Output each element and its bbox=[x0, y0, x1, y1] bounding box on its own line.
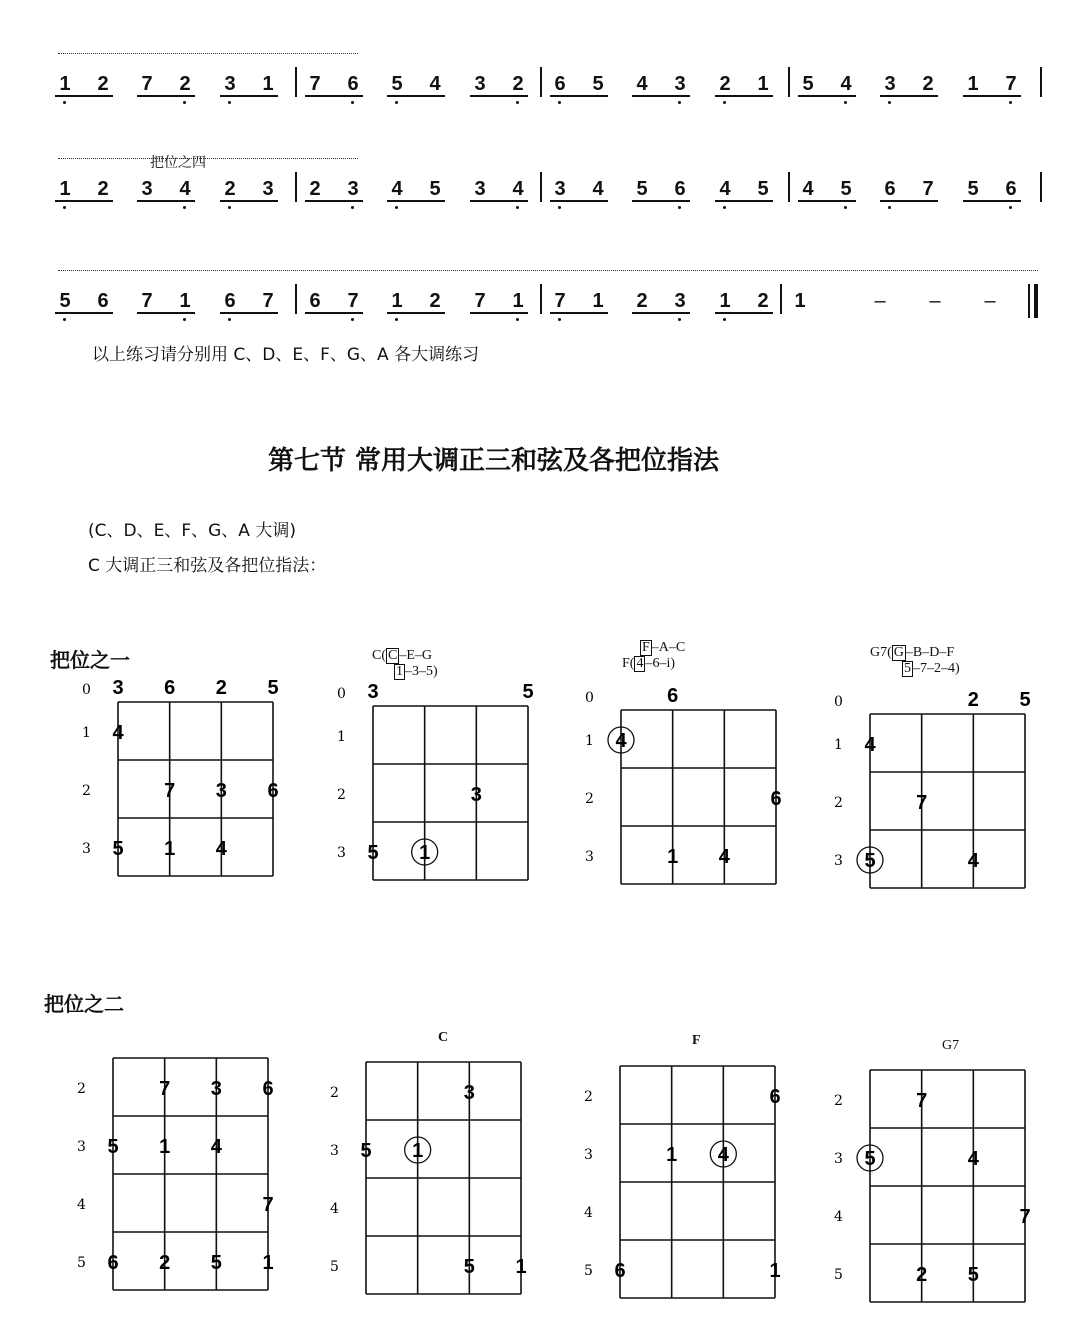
beam-line bbox=[305, 312, 363, 314]
finger-note: 4 bbox=[112, 722, 124, 744]
octave-dot bbox=[844, 101, 847, 104]
sustain-dash: – bbox=[874, 290, 886, 312]
finger-note: 6 bbox=[667, 685, 679, 707]
end-barline bbox=[1028, 284, 1030, 318]
section-title: 第七节 常用大调正三和弦及各把位指法 bbox=[268, 446, 720, 476]
note-digit: 1 bbox=[757, 73, 769, 95]
note-digit: 2 bbox=[757, 290, 769, 312]
beam-line bbox=[715, 95, 773, 97]
intro-line: C 大调正三和弦及各把位指法： bbox=[88, 556, 327, 576]
octave-dot bbox=[844, 206, 847, 209]
finger-note: 6 bbox=[769, 1086, 781, 1108]
fret-number: 2 bbox=[834, 1093, 843, 1109]
note-digit: 3 bbox=[674, 73, 686, 95]
note-digit: 3 bbox=[674, 290, 686, 312]
note-digit: 4 bbox=[179, 178, 191, 200]
finger-note: 5 bbox=[1019, 689, 1031, 711]
beam-line bbox=[55, 312, 113, 314]
fret-number: 0 bbox=[337, 686, 346, 702]
octave-dot bbox=[678, 206, 681, 209]
beam-line bbox=[715, 200, 773, 202]
fretboard-svg bbox=[65, 1050, 275, 1295]
barline bbox=[788, 67, 790, 97]
note-digit: 7 bbox=[347, 290, 359, 312]
diagram-p2-c bbox=[318, 1054, 528, 1299]
finger-note: 7 bbox=[262, 1194, 274, 1216]
note-digit: 3 bbox=[474, 73, 486, 95]
end-barline bbox=[1040, 172, 1042, 202]
position-1-label: 把位之一 bbox=[50, 648, 130, 672]
note-digit: 2 bbox=[97, 178, 109, 200]
fretboard-svg bbox=[318, 1054, 528, 1299]
fretboard-svg bbox=[70, 668, 280, 913]
octave-dot bbox=[183, 206, 186, 209]
beam-line bbox=[137, 200, 195, 202]
octave-dot bbox=[516, 101, 519, 104]
finger-note: 1 bbox=[667, 846, 679, 868]
beam-line bbox=[387, 312, 445, 314]
finger-note: 4 bbox=[718, 846, 730, 868]
position-label-4: 把位之四 bbox=[150, 155, 206, 171]
sustain-dash: – bbox=[984, 290, 996, 312]
barline bbox=[540, 172, 542, 202]
barline bbox=[788, 172, 790, 202]
finger-note: 2 bbox=[967, 689, 979, 711]
note-digit: 6 bbox=[1005, 178, 1017, 200]
note-digit: 3 bbox=[224, 73, 236, 95]
finger-note: 5 bbox=[967, 1264, 979, 1286]
finger-note: 4 bbox=[210, 1136, 222, 1158]
finger-note: 4 bbox=[615, 730, 627, 752]
note-digit: 4 bbox=[719, 178, 731, 200]
octave-dot bbox=[723, 101, 726, 104]
finger-note: 3 bbox=[470, 784, 482, 806]
end-barline-thick bbox=[1034, 284, 1038, 318]
beam-line bbox=[470, 312, 528, 314]
note-digit: 6 bbox=[674, 178, 686, 200]
octave-dot bbox=[678, 318, 681, 321]
beam-line bbox=[550, 95, 608, 97]
finger-note: 7 bbox=[159, 1078, 171, 1100]
finger-note: 1 bbox=[515, 1256, 527, 1278]
note-digit: 7 bbox=[141, 290, 153, 312]
note-digit: 3 bbox=[262, 178, 274, 200]
fret-number: 4 bbox=[834, 1209, 843, 1225]
octave-dot bbox=[228, 318, 231, 321]
octave-dot bbox=[395, 318, 398, 321]
note-digit: 1 bbox=[179, 290, 191, 312]
finger-note: 3 bbox=[367, 681, 379, 703]
finger-note: 1 bbox=[412, 1140, 424, 1162]
fret-number: 4 bbox=[330, 1201, 339, 1217]
p2-chord-f: F bbox=[692, 1033, 701, 1048]
note-digit: 2 bbox=[97, 73, 109, 95]
diagram-p1-f bbox=[573, 676, 783, 921]
finger-note: 1 bbox=[164, 838, 176, 860]
fret-number: 3 bbox=[82, 841, 91, 857]
octave-dot bbox=[228, 101, 231, 104]
fret-number: 3 bbox=[337, 845, 346, 861]
finger-note: 5 bbox=[107, 1136, 119, 1158]
beam-line bbox=[715, 312, 773, 314]
beam-line bbox=[963, 95, 1021, 97]
note-digit: 1 bbox=[512, 290, 524, 312]
finger-note: 2 bbox=[215, 677, 227, 699]
note-digit: 4 bbox=[840, 73, 852, 95]
octave-dot bbox=[1009, 206, 1012, 209]
octave-dot bbox=[888, 101, 891, 104]
finger-note: 3 bbox=[463, 1082, 475, 1104]
note-digit: 5 bbox=[967, 178, 979, 200]
octave-dot bbox=[395, 206, 398, 209]
fretboard-svg bbox=[822, 680, 1032, 925]
finger-note: 5 bbox=[210, 1252, 222, 1274]
octave-dot bbox=[558, 206, 561, 209]
octave-dot bbox=[558, 101, 561, 104]
note-digit: 7 bbox=[554, 290, 566, 312]
fret-number: 4 bbox=[584, 1205, 593, 1221]
fret-number: 2 bbox=[584, 1089, 593, 1105]
note-digit: 4 bbox=[802, 178, 814, 200]
octave-dot bbox=[228, 206, 231, 209]
octave-dot bbox=[183, 318, 186, 321]
fret-number: 5 bbox=[834, 1267, 843, 1283]
repeat-dotted-line bbox=[58, 270, 1038, 271]
beam-line bbox=[305, 95, 363, 97]
octave-dot bbox=[63, 101, 66, 104]
note-digit: 2 bbox=[224, 178, 236, 200]
fret-number: 5 bbox=[584, 1263, 593, 1279]
beam-line bbox=[880, 200, 938, 202]
diagram-p2-g7 bbox=[822, 1062, 1032, 1307]
fret-number: 3 bbox=[584, 1147, 593, 1163]
fret-number: 2 bbox=[82, 783, 91, 799]
fret-number: 3 bbox=[330, 1143, 339, 1159]
fret-number: 2 bbox=[585, 791, 594, 807]
scale-row-3 bbox=[0, 262, 1065, 322]
fret-number: 0 bbox=[585, 690, 594, 706]
note-digit: 2 bbox=[309, 178, 321, 200]
beam-line bbox=[963, 200, 1021, 202]
p2-chord-c: C bbox=[438, 1030, 449, 1045]
beam-line bbox=[387, 200, 445, 202]
diagram-p1-g7 bbox=[822, 680, 1032, 925]
fret-number: 5 bbox=[77, 1255, 86, 1271]
note-digit: 6 bbox=[97, 290, 109, 312]
fretboard-svg bbox=[822, 1062, 1032, 1307]
note-digit: 2 bbox=[179, 73, 191, 95]
fretboard-svg bbox=[572, 1058, 782, 1303]
octave-dot bbox=[888, 206, 891, 209]
note-digit: 1 bbox=[967, 73, 979, 95]
note-digit: 4 bbox=[592, 178, 604, 200]
note-digit: 1 bbox=[262, 73, 274, 95]
barline bbox=[540, 284, 542, 314]
barline bbox=[295, 172, 297, 202]
note-digit: 4 bbox=[391, 178, 403, 200]
fret-number: 0 bbox=[82, 682, 91, 698]
finger-note: 6 bbox=[614, 1260, 626, 1282]
note-digit: 5 bbox=[757, 178, 769, 200]
finger-note: 5 bbox=[112, 838, 124, 860]
octave-dot bbox=[351, 206, 354, 209]
fretboard-svg bbox=[573, 676, 783, 921]
finger-note: 1 bbox=[159, 1136, 171, 1158]
note-digit: 2 bbox=[429, 290, 441, 312]
final-note: 1 bbox=[794, 290, 806, 312]
chord-label-c: C( C –E–G 1 –3–5) bbox=[372, 648, 438, 679]
note-digit: 7 bbox=[1005, 73, 1017, 95]
note-digit: 7 bbox=[309, 73, 321, 95]
finger-note: 7 bbox=[164, 780, 176, 802]
fret-number: 3 bbox=[585, 849, 594, 865]
beam-line bbox=[137, 312, 195, 314]
note-digit: 5 bbox=[59, 290, 71, 312]
finger-note: 5 bbox=[463, 1256, 475, 1278]
note-digit: 2 bbox=[512, 73, 524, 95]
fret-number: 0 bbox=[834, 694, 843, 710]
beam-line bbox=[387, 95, 445, 97]
octave-dot bbox=[516, 318, 519, 321]
scale-row-1 bbox=[0, 45, 1065, 105]
finger-note: 6 bbox=[107, 1252, 119, 1274]
finger-note: 6 bbox=[262, 1078, 274, 1100]
finger-note: 5 bbox=[522, 681, 534, 703]
note-digit: 4 bbox=[512, 178, 524, 200]
repeat-dotted-line bbox=[58, 158, 358, 159]
finger-note: 1 bbox=[769, 1260, 781, 1282]
note-digit: 1 bbox=[59, 73, 71, 95]
finger-note: 3 bbox=[215, 780, 227, 802]
octave-dot bbox=[723, 206, 726, 209]
finger-note: 6 bbox=[164, 677, 176, 699]
fret-number: 5 bbox=[330, 1259, 339, 1275]
octave-dot bbox=[63, 318, 66, 321]
sustain-dash: – bbox=[929, 290, 941, 312]
diagram-p1-c bbox=[325, 672, 535, 917]
beam-line bbox=[550, 200, 608, 202]
beam-line bbox=[798, 200, 856, 202]
finger-note: 1 bbox=[666, 1144, 678, 1166]
note-digit: 7 bbox=[474, 290, 486, 312]
finger-note: 4 bbox=[717, 1144, 729, 1166]
barline bbox=[295, 67, 297, 97]
beam-line bbox=[137, 95, 195, 97]
note-digit: 5 bbox=[391, 73, 403, 95]
end-barline bbox=[1040, 67, 1042, 97]
note-digit: 6 bbox=[347, 73, 359, 95]
beam-line bbox=[55, 200, 113, 202]
barline bbox=[540, 67, 542, 97]
finger-note: 4 bbox=[967, 1148, 979, 1170]
practice-note: 以上练习请分别用 C、D、E、F、G、A 各大调练习 bbox=[92, 345, 480, 365]
note-digit: 5 bbox=[592, 73, 604, 95]
fretboard-svg bbox=[325, 672, 535, 917]
fret-number: 3 bbox=[77, 1139, 86, 1155]
barline bbox=[295, 284, 297, 314]
octave-dot bbox=[516, 206, 519, 209]
position-2-label: 把位之二 bbox=[44, 992, 124, 1016]
note-digit: 4 bbox=[429, 73, 441, 95]
diagram-p2-all bbox=[65, 1050, 275, 1295]
finger-note: 5 bbox=[360, 1140, 372, 1162]
note-digit: 5 bbox=[840, 178, 852, 200]
fret-number: 4 bbox=[77, 1197, 86, 1213]
note-digit: 4 bbox=[636, 73, 648, 95]
chord-label-g7: G7( G –B–D–F 5 –7–2–4) bbox=[870, 645, 960, 676]
beam-line bbox=[220, 95, 278, 97]
finger-note: 6 bbox=[770, 788, 782, 810]
beam-line bbox=[470, 200, 528, 202]
diagram-p1-all bbox=[70, 668, 280, 913]
fret-number: 3 bbox=[834, 853, 843, 869]
beam-line bbox=[798, 95, 856, 97]
fret-number: 2 bbox=[330, 1085, 339, 1101]
barline bbox=[780, 284, 782, 314]
fret-number: 1 bbox=[82, 725, 91, 741]
finger-note: 5 bbox=[864, 1148, 876, 1170]
note-digit: 1 bbox=[719, 290, 731, 312]
chord-label-f: F –A–C F( 4 –6–i) bbox=[622, 640, 686, 671]
finger-note: 5 bbox=[864, 850, 876, 872]
beam-line bbox=[470, 95, 528, 97]
repeat-dotted-line bbox=[58, 53, 358, 54]
note-digit: 7 bbox=[922, 178, 934, 200]
octave-dot bbox=[678, 101, 681, 104]
octave-dot bbox=[63, 206, 66, 209]
finger-note: 7 bbox=[916, 792, 928, 814]
note-digit: 5 bbox=[636, 178, 648, 200]
beam-line bbox=[220, 200, 278, 202]
note-digit: 3 bbox=[474, 178, 486, 200]
fret-number: 1 bbox=[834, 737, 843, 753]
fret-number: 2 bbox=[337, 787, 346, 803]
finger-note: 1 bbox=[262, 1252, 274, 1274]
finger-note: 4 bbox=[215, 838, 227, 860]
finger-note: 2 bbox=[159, 1252, 171, 1274]
note-digit: 2 bbox=[719, 73, 731, 95]
octave-dot bbox=[351, 101, 354, 104]
note-digit: 6 bbox=[309, 290, 321, 312]
beam-line bbox=[550, 312, 608, 314]
beam-line bbox=[220, 312, 278, 314]
note-digit: 6 bbox=[884, 178, 896, 200]
keys-line: (C、D、E、F、G、A 大调) bbox=[88, 521, 296, 541]
octave-dot bbox=[395, 101, 398, 104]
finger-note: 5 bbox=[367, 842, 379, 864]
note-digit: 5 bbox=[802, 73, 814, 95]
beam-line bbox=[55, 95, 113, 97]
beam-line bbox=[632, 200, 690, 202]
fret-number: 1 bbox=[337, 729, 346, 745]
fret-number: 2 bbox=[77, 1081, 86, 1097]
beam-line bbox=[880, 95, 938, 97]
note-digit: 1 bbox=[592, 290, 604, 312]
note-digit: 7 bbox=[262, 290, 274, 312]
fret-number: 1 bbox=[585, 733, 594, 749]
note-digit: 5 bbox=[429, 178, 441, 200]
note-digit: 1 bbox=[59, 178, 71, 200]
beam-line bbox=[632, 312, 690, 314]
note-digit: 3 bbox=[884, 73, 896, 95]
octave-dot bbox=[1009, 101, 1012, 104]
octave-dot bbox=[558, 318, 561, 321]
finger-note: 5 bbox=[267, 677, 279, 699]
finger-note: 2 bbox=[916, 1264, 928, 1286]
beam-line bbox=[632, 95, 690, 97]
finger-note: 1 bbox=[419, 842, 431, 864]
note-digit: 3 bbox=[554, 178, 566, 200]
note-digit: 3 bbox=[141, 178, 153, 200]
note-digit: 3 bbox=[347, 178, 359, 200]
fret-number: 3 bbox=[834, 1151, 843, 1167]
note-digit: 1 bbox=[391, 290, 403, 312]
octave-dot bbox=[183, 101, 186, 104]
finger-note: 4 bbox=[967, 850, 979, 872]
octave-dot bbox=[351, 318, 354, 321]
beam-line bbox=[305, 200, 363, 202]
fret-number: 2 bbox=[834, 795, 843, 811]
finger-note: 3 bbox=[112, 677, 124, 699]
finger-note: 7 bbox=[916, 1090, 928, 1112]
note-digit: 7 bbox=[141, 73, 153, 95]
note-digit: 6 bbox=[554, 73, 566, 95]
finger-note: 7 bbox=[1019, 1206, 1031, 1228]
finger-note: 6 bbox=[267, 780, 279, 802]
finger-note: 3 bbox=[210, 1078, 222, 1100]
octave-dot bbox=[723, 318, 726, 321]
note-digit: 6 bbox=[224, 290, 236, 312]
note-digit: 2 bbox=[922, 73, 934, 95]
p2-chord-g7: G7 bbox=[942, 1038, 960, 1053]
diagram-p2-f bbox=[572, 1058, 782, 1303]
note-digit: 2 bbox=[636, 290, 648, 312]
finger-note: 4 bbox=[864, 734, 876, 756]
